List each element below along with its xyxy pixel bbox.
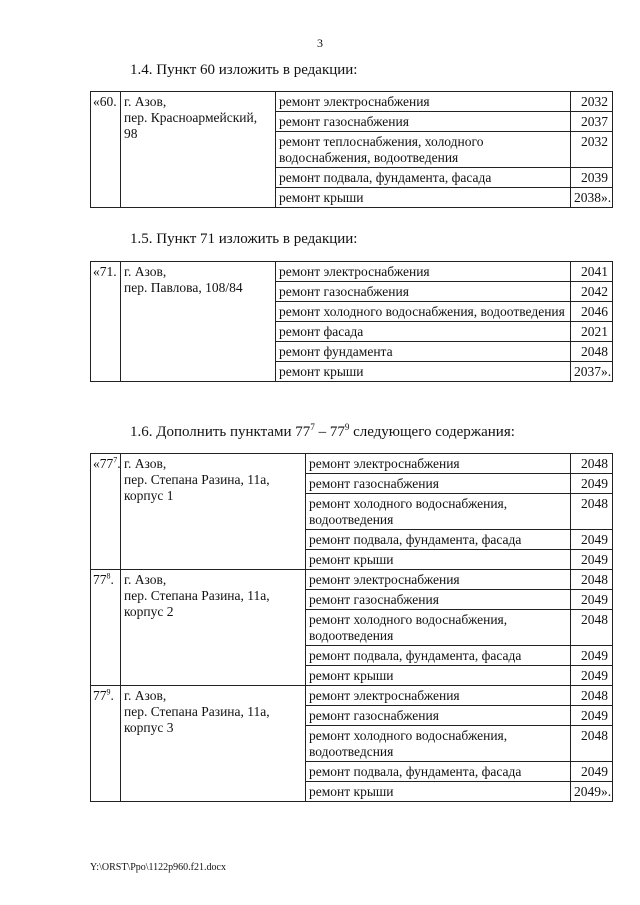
year-cell: 2048 xyxy=(571,686,613,706)
work-type-cell: ремонт электроснабжения xyxy=(306,686,571,706)
table-row xyxy=(91,570,613,590)
year-cell: 2049 xyxy=(571,530,613,550)
address-cell: г. Азов, пер. Степана Разина, 11а, корпус 2 xyxy=(121,570,306,686)
work-type-cell: ремонт фундамента xyxy=(276,342,571,362)
table-row xyxy=(91,454,613,474)
work-type-cell: ремонт газоснабжения xyxy=(306,474,571,494)
work-type-cell: ремонт холодного водоснабжения, водоотведения xyxy=(306,610,571,646)
item-number-text: «77 xyxy=(93,456,114,471)
item-number-suffix: . xyxy=(110,688,114,703)
heading-text: 1.5. Пункт 71 изложить в редакции: xyxy=(130,231,358,247)
item-number-suffix: . xyxy=(117,456,121,471)
item-number-sup: 7 xyxy=(113,455,118,465)
work-type-cell: ремонт газоснабжения xyxy=(306,706,571,726)
table-item-71 xyxy=(90,261,613,382)
year-cell: 2038». xyxy=(571,188,613,208)
item-number-text: 77 xyxy=(93,688,107,703)
year-cell: 2049 xyxy=(571,474,613,494)
item-number xyxy=(91,686,121,802)
work-type-cell: ремонт подвала, фундамента, фасада xyxy=(276,168,571,188)
year-cell: 2048 xyxy=(571,610,613,646)
section-heading-1-4 xyxy=(130,62,357,79)
year-cell: 2049 xyxy=(571,646,613,666)
work-type-cell: ремонт электроснабжения xyxy=(306,570,571,590)
section-heading-1-6 xyxy=(130,424,515,441)
year-cell: 2049 xyxy=(571,666,613,686)
heading-text: 1.4. Пункт 60 изложить в редакции: xyxy=(130,62,358,78)
work-type-cell: ремонт подвала, фундамента, фасада xyxy=(306,762,571,782)
section-heading-1-5 xyxy=(130,231,357,248)
address-cell: г. Азов, пер. Красноармейский, 98 xyxy=(121,92,276,208)
work-type-cell: ремонт фасада xyxy=(276,322,571,342)
year-cell: 2048 xyxy=(571,726,613,762)
item-number xyxy=(91,92,121,208)
year-cell: 2049 xyxy=(571,590,613,610)
item-number-sup: 8 xyxy=(106,571,111,581)
work-type-cell: ремонт газоснабжения xyxy=(276,112,571,132)
heading-text: 1.6. Дополнить пунктами 77 xyxy=(130,424,311,440)
year-cell: 2032 xyxy=(571,132,613,168)
year-cell: 2039 xyxy=(571,168,613,188)
work-type-cell: ремонт крыши xyxy=(306,550,571,570)
item-number xyxy=(91,570,121,686)
year-cell: 2042 xyxy=(571,282,613,302)
item-number-sup: 9 xyxy=(106,687,111,697)
work-type-cell: ремонт крыши xyxy=(306,782,571,802)
work-type-cell: ремонт электроснабжения xyxy=(306,454,571,474)
item-number-text: «71. xyxy=(93,264,117,279)
work-type-cell: ремонт холодного водоснабжения, водоотведения xyxy=(306,494,571,530)
address-cell: г. Азов, пер. Степана Разина, 11а, корпус 1 xyxy=(121,454,306,570)
footer-file-path: Y:\ORST\Ppo\1122p960.f21.docx xyxy=(90,862,226,873)
item-number-suffix: . xyxy=(110,572,114,587)
address-cell: г. Азов, пер. Павлова, 108/84 xyxy=(121,262,276,382)
work-type-cell: ремонт подвала, фундамента, фасада xyxy=(306,646,571,666)
year-cell: 2049 xyxy=(571,762,613,782)
year-cell: 2049 xyxy=(571,550,613,570)
item-number-text: 77 xyxy=(93,572,107,587)
year-cell: 2037». xyxy=(571,362,613,382)
heading-sup: 7 xyxy=(310,422,315,432)
work-type-cell: ремонт крыши xyxy=(276,188,571,208)
year-cell: 2037 xyxy=(571,112,613,132)
address-cell: г. Азов, пер. Степана Разина, 11а, корпус 3 xyxy=(121,686,306,802)
heading-sup-2: 9 xyxy=(344,422,350,432)
item-number xyxy=(91,262,121,382)
heading-tail: следующего содержания: xyxy=(349,424,515,440)
work-type-cell: ремонт теплоснабжения, холодного водоснабжения, водоотведения xyxy=(276,132,571,168)
year-cell: 2048 xyxy=(571,454,613,474)
year-cell: 2048 xyxy=(571,342,613,362)
work-type-cell: ремонт крыши xyxy=(276,362,571,382)
work-type-cell: ремонт холодного водоснабжения, водоотведения xyxy=(276,302,571,322)
item-number-text: «60. xyxy=(93,94,117,109)
item-number xyxy=(91,454,121,570)
year-cell: 2048 xyxy=(571,494,613,530)
year-cell: 2048 xyxy=(571,570,613,590)
table-row xyxy=(91,92,613,112)
year-cell: 2046 xyxy=(571,302,613,322)
work-type-cell: ремонт газоснабжения xyxy=(276,282,571,302)
work-type-cell: ремонт электроснабжения xyxy=(276,262,571,282)
table-row xyxy=(91,686,613,706)
work-type-cell: ремонт газоснабжения xyxy=(306,590,571,610)
table-row xyxy=(91,262,613,282)
work-type-cell: ремонт подвала, фундамента, фасада xyxy=(306,530,571,550)
year-cell: 2032 xyxy=(571,92,613,112)
table-items-77 xyxy=(90,453,613,802)
page-number: 3 xyxy=(317,36,323,50)
work-type-cell: ремонт холодного водоснабжения, водоотведсния xyxy=(306,726,571,762)
heading-mid: – 77 xyxy=(314,424,345,440)
year-cell: 2021 xyxy=(571,322,613,342)
year-cell: 2041 xyxy=(571,262,613,282)
work-type-cell: ремонт крыши xyxy=(306,666,571,686)
work-type-cell: ремонт электроснабжения xyxy=(276,92,571,112)
year-cell: 2049». xyxy=(571,782,613,802)
year-cell: 2049 xyxy=(571,706,613,726)
table-item-60 xyxy=(90,91,613,208)
